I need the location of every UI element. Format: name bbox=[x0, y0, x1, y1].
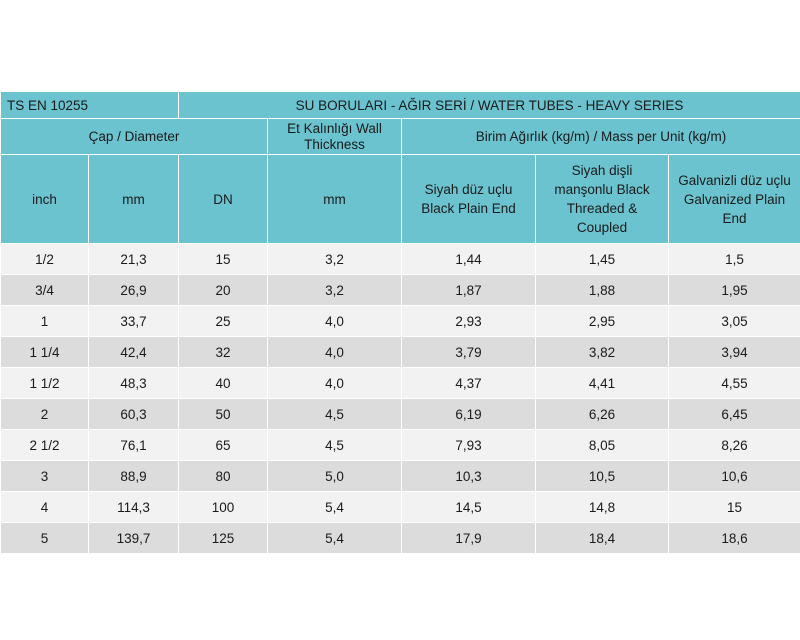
table-title: SU BORULARI - AĞIR SERİ / WATER TUBES - HEAVY SERIES bbox=[179, 92, 800, 119]
wall-thickness-group-header: Et Kalınlığı Wall Thickness bbox=[268, 119, 402, 155]
mm-cell: 48,3 bbox=[89, 368, 179, 399]
col-header-wall-mm: mm bbox=[268, 155, 402, 244]
black-threaded-cell: 1,45 bbox=[536, 244, 669, 275]
galvanized-plain-cell: 3,94 bbox=[669, 337, 800, 368]
mm-cell: 42,4 bbox=[89, 337, 179, 368]
water-tubes-table bbox=[0, 91, 800, 554]
galvanized-plain-cell: 6,45 bbox=[669, 399, 800, 430]
diameter-group-header: Çap / Diameter bbox=[1, 119, 268, 155]
black-plain-end-cell: 3,79 bbox=[402, 337, 536, 368]
mm-cell: 21,3 bbox=[89, 244, 179, 275]
black-plain-end-cell: 4,37 bbox=[402, 368, 536, 399]
title-row bbox=[1, 92, 800, 119]
galvanized-plain-cell: 3,05 bbox=[669, 306, 800, 337]
black-threaded-cell: 18,4 bbox=[536, 523, 669, 554]
wall-thickness-cell: 4,0 bbox=[268, 368, 402, 399]
galvanized-plain-cell: 4,55 bbox=[669, 368, 800, 399]
inch-cell: 2 bbox=[1, 399, 89, 430]
mm-cell: 114,3 bbox=[89, 492, 179, 523]
dn-cell: 100 bbox=[179, 492, 268, 523]
black-threaded-cell: 14,8 bbox=[536, 492, 669, 523]
mm-cell: 88,9 bbox=[89, 461, 179, 492]
galvanized-plain-cell: 10,6 bbox=[669, 461, 800, 492]
col-header-mm: mm bbox=[89, 155, 179, 244]
table-body bbox=[1, 244, 800, 554]
wall-thickness-cell: 4,5 bbox=[268, 430, 402, 461]
table-row bbox=[1, 430, 800, 461]
galvanized-plain-cell: 18,6 bbox=[669, 523, 800, 554]
dn-cell: 65 bbox=[179, 430, 268, 461]
galvanized-plain-cell: 1,95 bbox=[669, 275, 800, 306]
black-plain-end-cell: 2,93 bbox=[402, 306, 536, 337]
black-plain-end-cell: 1,44 bbox=[402, 244, 536, 275]
wall-thickness-cell: 5,4 bbox=[268, 523, 402, 554]
inch-cell: 2 1/2 bbox=[1, 430, 89, 461]
table-row bbox=[1, 306, 800, 337]
table-row bbox=[1, 244, 800, 275]
black-plain-end-cell: 14,5 bbox=[402, 492, 536, 523]
dn-cell: 15 bbox=[179, 244, 268, 275]
water-tubes-table-container bbox=[0, 91, 800, 554]
dn-cell: 50 bbox=[179, 399, 268, 430]
inch-cell: 1 1/2 bbox=[1, 368, 89, 399]
wall-thickness-cell: 5,4 bbox=[268, 492, 402, 523]
black-threaded-cell: 1,88 bbox=[536, 275, 669, 306]
wall-thickness-cell: 3,2 bbox=[268, 244, 402, 275]
table-row bbox=[1, 275, 800, 306]
wall-thickness-cell: 3,2 bbox=[268, 275, 402, 306]
col-header-galvanized-plain: Galvanizli düz uçlu Galvanized Plain End bbox=[669, 155, 800, 244]
black-plain-end-cell: 10,3 bbox=[402, 461, 536, 492]
mm-cell: 60,3 bbox=[89, 399, 179, 430]
dn-cell: 20 bbox=[179, 275, 268, 306]
inch-cell: 5 bbox=[1, 523, 89, 554]
wall-thickness-cell: 4,0 bbox=[268, 337, 402, 368]
table-row bbox=[1, 523, 800, 554]
dn-cell: 40 bbox=[179, 368, 268, 399]
group-header-row bbox=[1, 119, 800, 155]
black-plain-end-cell: 6,19 bbox=[402, 399, 536, 430]
wall-thickness-cell: 4,0 bbox=[268, 306, 402, 337]
galvanized-plain-cell: 1,5 bbox=[669, 244, 800, 275]
table-row bbox=[1, 368, 800, 399]
column-header-row bbox=[1, 155, 800, 244]
black-threaded-cell: 8,05 bbox=[536, 430, 669, 461]
col-header-black-threaded: Siyah dişli manşonlu Black Threaded & Coupled bbox=[536, 155, 669, 244]
black-plain-end-cell: 1,87 bbox=[402, 275, 536, 306]
black-plain-end-cell: 7,93 bbox=[402, 430, 536, 461]
table-row bbox=[1, 337, 800, 368]
inch-cell: 3/4 bbox=[1, 275, 89, 306]
mm-cell: 76,1 bbox=[89, 430, 179, 461]
black-threaded-cell: 4,41 bbox=[536, 368, 669, 399]
mm-cell: 26,9 bbox=[89, 275, 179, 306]
inch-cell: 3 bbox=[1, 461, 89, 492]
standard-label: TS EN 10255 bbox=[1, 92, 179, 119]
col-header-dn: DN bbox=[179, 155, 268, 244]
galvanized-plain-cell: 15 bbox=[669, 492, 800, 523]
wall-thickness-cell: 5,0 bbox=[268, 461, 402, 492]
col-header-inch: inch bbox=[1, 155, 89, 244]
dn-cell: 80 bbox=[179, 461, 268, 492]
black-threaded-cell: 2,95 bbox=[536, 306, 669, 337]
table-row bbox=[1, 461, 800, 492]
wall-thickness-cell: 4,5 bbox=[268, 399, 402, 430]
col-header-black-plain-end: Siyah düz uçlu Black Plain End bbox=[402, 155, 536, 244]
black-plain-end-cell: 17,9 bbox=[402, 523, 536, 554]
mm-cell: 33,7 bbox=[89, 306, 179, 337]
black-threaded-cell: 3,82 bbox=[536, 337, 669, 368]
inch-cell: 1 1/4 bbox=[1, 337, 89, 368]
inch-cell: 1/2 bbox=[1, 244, 89, 275]
dn-cell: 32 bbox=[179, 337, 268, 368]
table-row bbox=[1, 399, 800, 430]
black-threaded-cell: 10,5 bbox=[536, 461, 669, 492]
table-row bbox=[1, 492, 800, 523]
galvanized-plain-cell: 8,26 bbox=[669, 430, 800, 461]
inch-cell: 4 bbox=[1, 492, 89, 523]
dn-cell: 125 bbox=[179, 523, 268, 554]
inch-cell: 1 bbox=[1, 306, 89, 337]
mm-cell: 139,7 bbox=[89, 523, 179, 554]
mass-group-header: Birim Ağırlık (kg/m) / Mass per Unit (kg/m) bbox=[402, 119, 800, 155]
black-threaded-cell: 6,26 bbox=[536, 399, 669, 430]
dn-cell: 25 bbox=[179, 306, 268, 337]
